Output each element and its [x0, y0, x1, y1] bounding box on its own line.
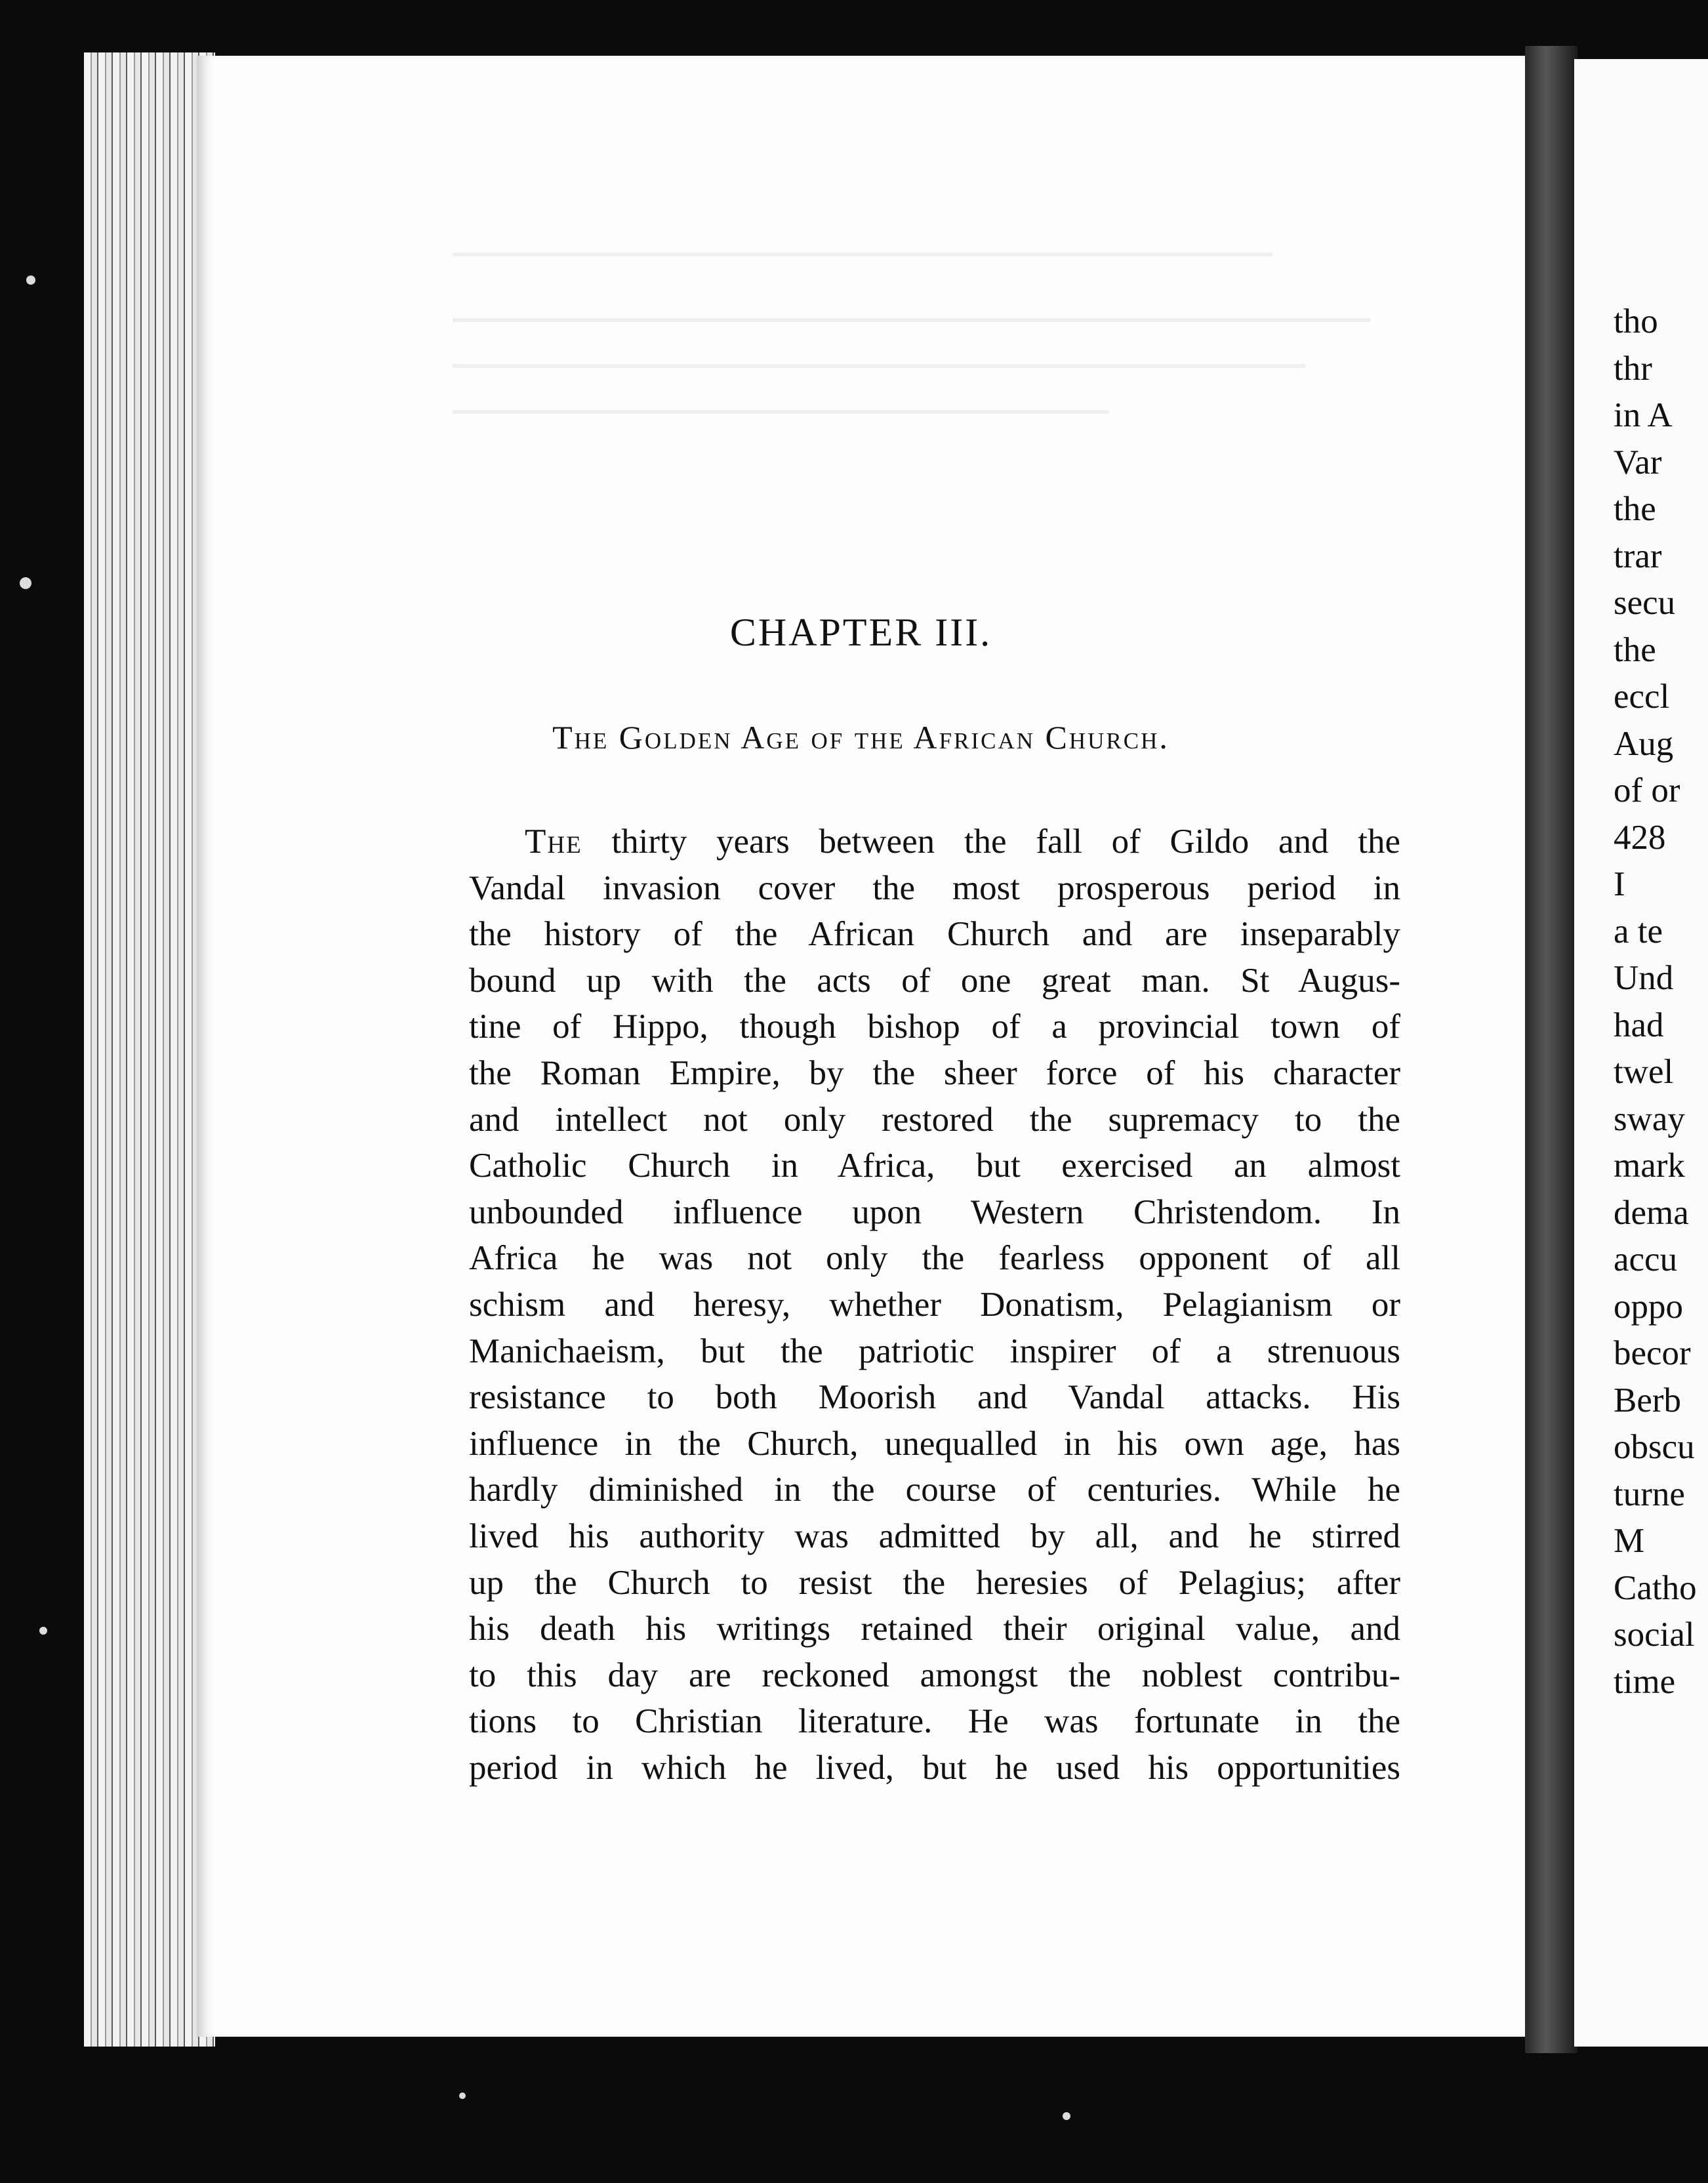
facing-page-line: trar	[1614, 537, 1662, 575]
facing-page-text	[1614, 298, 1697, 1705]
page-edges	[84, 52, 215, 2047]
facing-page-line: I	[1614, 865, 1625, 903]
text-line: unbounded influence upon Western Christendom. In	[469, 1193, 1400, 1231]
bleed-through-line	[453, 253, 1272, 256]
text-line: Africa he was not only the fearless opponent of all	[469, 1239, 1400, 1278]
bleed-through-line	[453, 410, 1108, 414]
text-line: lived his authority was admitted by all, and he stirred	[469, 1517, 1400, 1555]
text-line: resistance to both Moorish and Vandal attacks. His	[469, 1378, 1400, 1417]
book-gutter	[1525, 46, 1577, 2053]
facing-page-line: had	[1614, 1006, 1664, 1044]
text-line: schism and heresy, whether Donatism, Pelagianism or	[469, 1285, 1400, 1324]
scan-speck	[26, 275, 35, 285]
facing-page-line: eccl	[1614, 678, 1670, 716]
facing-page-line: of or	[1614, 771, 1680, 809]
facing-page-line: time	[1614, 1662, 1676, 1701]
facing-page-line: twel	[1614, 1053, 1674, 1091]
facing-page-line: social	[1614, 1616, 1695, 1654]
facing-page-line: the	[1614, 630, 1656, 669]
facing-page-line: obscu	[1614, 1428, 1695, 1466]
facing-page-line: sway	[1614, 1099, 1685, 1138]
text-line: The thirty years between the fall of Gildo and the	[525, 823, 1400, 861]
facing-page-line: Berb	[1614, 1381, 1682, 1419]
facing-page-line: 428	[1614, 818, 1666, 857]
text-line: tine of Hippo, though bishop of a provincial town of	[469, 1008, 1400, 1046]
scan-speck	[1063, 2112, 1070, 2120]
scan-speck	[459, 2092, 466, 2099]
facing-page-line: in A	[1614, 396, 1673, 434]
scan-speck	[39, 1627, 47, 1635]
facing-page-line: turne	[1614, 1475, 1685, 1513]
facing-page-line: Aug	[1614, 724, 1674, 763]
text-line: tions to Christian literature. He was fortunate in the	[469, 1702, 1400, 1741]
text-line: the Roman Empire, by the sheer force of his character	[469, 1053, 1400, 1092]
text-line: to this day are reckoned amongst the noblest contribu-	[469, 1656, 1400, 1694]
text-line: his death his writings retained their original value, and	[469, 1610, 1400, 1648]
text-line: hardly diminished in the course of centuries. While he	[469, 1471, 1400, 1509]
facing-page-line: the	[1614, 490, 1656, 528]
text-line: the history of the African Church and are inseparably	[469, 915, 1400, 954]
facing-page-line: dema	[1614, 1193, 1689, 1232]
facing-page-line: M	[1614, 1522, 1645, 1560]
text-line: up the Church to resist the heresies of Pelagius; after	[469, 1563, 1400, 1602]
text-line: Catholic Church in Africa, but exercised an almost	[469, 1147, 1400, 1185]
facing-page-line: mark	[1614, 1147, 1685, 1185]
text-line: influence in the Church, unequalled in his own age, has	[469, 1424, 1400, 1463]
text-line: bound up with the acts of one great man. St Augus-	[469, 961, 1400, 1000]
bleed-through-line	[453, 318, 1371, 322]
facing-page-line: oppo	[1614, 1287, 1683, 1326]
facing-page-line: a te	[1614, 912, 1663, 950]
text-line: Vandal invasion cover the most prosperous period in	[469, 868, 1400, 907]
facing-page-line: becor	[1614, 1334, 1691, 1372]
facing-page-line: accu	[1614, 1240, 1678, 1278]
facing-page-line: thr	[1614, 349, 1652, 388]
lead-word: The	[525, 823, 582, 861]
text-line: and intellect not only restored the supremacy to the	[469, 1100, 1400, 1139]
bleed-through-line	[453, 364, 1305, 368]
body-paragraph	[469, 819, 1400, 1791]
chapter-title: The Golden Age of the African Church.	[552, 719, 1169, 756]
text-line: Manichaeism, but the patriotic inspirer of a strenuous	[469, 1332, 1400, 1370]
facing-page-line: Und	[1614, 959, 1674, 997]
scan-speck	[20, 577, 31, 589]
facing-page-line: secu	[1614, 584, 1676, 622]
facing-page-line: Var	[1614, 443, 1662, 481]
chapter-number: CHAPTER III.	[729, 611, 992, 654]
text-line: period in which he lived, but he used his opportunities	[469, 1748, 1400, 1787]
facing-page-line: tho	[1614, 302, 1658, 340]
facing-page-line: Catho	[1614, 1568, 1697, 1607]
